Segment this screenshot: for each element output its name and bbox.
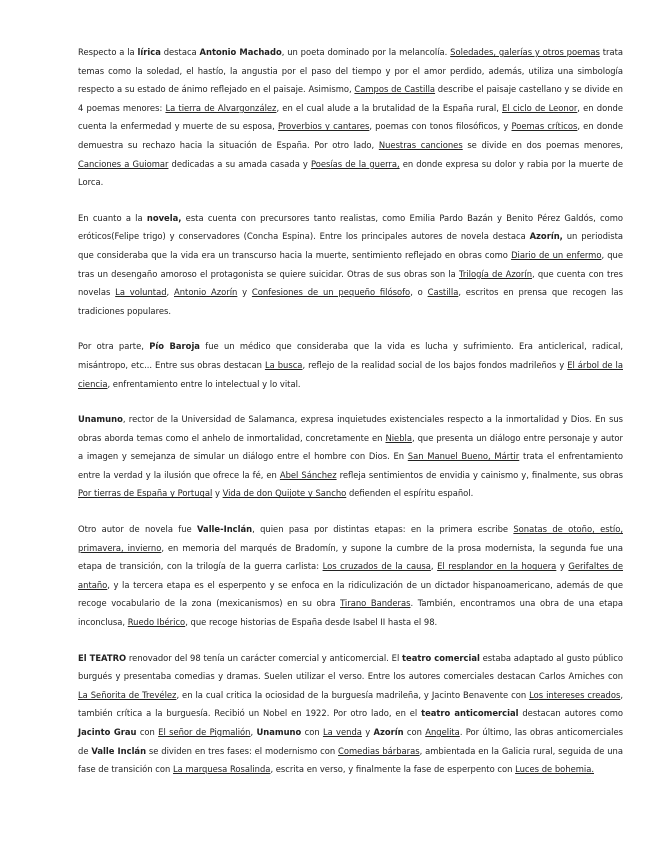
- text-run: dedicadas a su amada casada y: [168, 158, 311, 169]
- bold-term: Antonio Machado: [199, 47, 282, 57]
- text-run: , poemas con tonos filosóficos, y: [369, 121, 512, 132]
- work-title: Poesías de la guerra,: [310, 158, 400, 169]
- text-run: ,: [250, 727, 257, 737]
- work-title: Tirano Banderas: [340, 598, 411, 609]
- text-run: con: [301, 727, 323, 737]
- bold-term: Unamuno: [78, 414, 123, 425]
- text-run: , o: [410, 287, 428, 298]
- work-title: Ruedo Ibérico: [127, 617, 186, 628]
- bold-term: Valle-Inclán: [197, 524, 253, 535]
- text-run: , escrita en verso, y finalmente la fase de esperpento con: [270, 764, 516, 775]
- work-title: La venda: [322, 727, 362, 737]
- text-run: , escritos en prensa que recogen las tradiciones populares.: [78, 287, 623, 316]
- work-title: San Manuel Bueno, Mártir: [407, 451, 520, 462]
- text-run: , que tras un desengaño amoroso el protagonista se quiere suicidar. Otras de sus obras son la: [78, 249, 624, 279]
- work-title: Trilogía de Azorín: [458, 268, 532, 279]
- text-run: , en el cual alude a la brutalidad de la España rural,: [276, 102, 503, 113]
- paragraph-novela: [78, 209, 623, 321]
- work-title: Por tierras de España y Portugal: [78, 488, 213, 499]
- text-run: con: [403, 727, 426, 737]
- text-run: . Por último, las obras anticomerciales de: [78, 727, 623, 756]
- text-run: trata temas como la soledad, el hastío, la angustia por el paso del tiempo y por el amor perdido, además, utiliza una simbología respecto a su estado de ánimo reflejado en el paisaje. Asimismo,: [78, 47, 623, 95]
- text-run: , enfrentamiento entre lo intelectual y lo vital.: [107, 378, 301, 389]
- text-run: , quien pasa por distintas etapas: en la primera escribe: [252, 524, 514, 535]
- text-run: en donde expresa su dolor y rabia por la muerte de Lorca.: [78, 158, 623, 188]
- work-title: Angelita: [425, 727, 460, 737]
- work-title: Confesiones de un pequeño filósofo: [251, 287, 411, 298]
- bold-term: Jacinto Grau: [78, 727, 137, 737]
- work-title: Antonio Azorín: [174, 287, 238, 298]
- bold-term: Azorín,: [529, 231, 563, 242]
- text-run: En cuanto a la: [78, 212, 147, 223]
- text-run: Por otra parte,: [78, 341, 150, 352]
- work-title: Luces de bohemia.: [515, 764, 595, 775]
- bold-term: novela,: [146, 212, 182, 223]
- work-title: El ciclo de Leonor: [502, 102, 578, 113]
- text-run: , un poeta dominado por la melancolía.: [281, 47, 451, 57]
- work-title: El resplandor en la hoguera: [437, 561, 557, 572]
- text-run: , que cuenta con tres novelas: [78, 268, 623, 298]
- text-run: , ambientada en la Galicia rural, seguida de una fase de transición con: [78, 745, 623, 775]
- text-run: renovador del 98 tenía un carácter comercial y anticomercial. El: [126, 652, 403, 663]
- bold-term: El TEATRO: [78, 652, 127, 663]
- text-run: , también crítica a la burguesía. Recibió un Nobel en 1922. Por otro lado, en el: [78, 689, 623, 719]
- bold-term: lírica: [137, 47, 161, 57]
- text-run: , en donde demuestra su rechazo hacia la situación de España. Por otro lado,: [78, 121, 623, 150]
- work-title: El señor de Pigmalión: [158, 727, 251, 737]
- text-run: , en memoria del marqués de Bradomín, y supone la cumbre de la prosa modernista, la segunda fue una etapa de transición, con la trilogía de la guerra carlista:: [78, 542, 623, 572]
- work-title: Gerifaltes de antaño: [78, 561, 624, 590]
- paragraph-unamuno: [78, 410, 623, 503]
- work-title: Niebla: [385, 432, 412, 443]
- text-run: con: [136, 727, 159, 737]
- text-run: destaca: [160, 47, 200, 57]
- work-title: Abel Sánchez: [279, 469, 337, 480]
- text-run: Otro autor de novela fue: [78, 524, 198, 535]
- work-title: Campos de Castilla: [354, 84, 436, 95]
- text-run: y: [212, 488, 223, 499]
- text-run: trata el enfrentamiento entre la verdad y la ilusión que ofrece la fé, en: [78, 451, 624, 480]
- text-run: destacan autores como: [518, 708, 623, 719]
- work-title: La voluntad: [115, 287, 167, 298]
- work-title: Canciones a Guiomar: [78, 158, 169, 169]
- text-run: se dividen en tres fases: el modernismo con: [146, 745, 339, 756]
- paragraph-teatro: [78, 649, 623, 779]
- text-run: Respecto a la: [78, 47, 138, 57]
- work-title: Comedias bárbaras: [338, 745, 420, 756]
- bold-term: Pío Baroja: [149, 341, 200, 352]
- text-run: , que recoge historias de España desde Isabel II hasta el 98.: [185, 617, 438, 628]
- text-run: y: [237, 287, 252, 298]
- bold-term: Valle Inclán: [91, 745, 147, 756]
- text-run: , y la tercera etapa es el esperpento y se enfoca en la ridiculización de un dictador hispanoamericano, además de que recoge vocabulario de la zona (mexicanismos) en su obra: [78, 579, 623, 609]
- document-body: [78, 43, 623, 796]
- text-run: ,: [430, 561, 438, 572]
- paragraph-pio-baroja: [78, 337, 623, 393]
- text-run: refleja sentimientos de envidia y cainismo y, finalmente, sus obras: [336, 469, 623, 480]
- text-run: y: [361, 727, 374, 737]
- work-title: Diario de un enfermo: [511, 249, 602, 260]
- work-title: Poemas críticos: [511, 121, 578, 132]
- bold-term: teatro comercial: [402, 652, 480, 663]
- text-run: , que presenta un diálogo entre personaje y autor a imagen y semejanza de simular un diálogo entre el hombre con Dios. En: [78, 432, 623, 462]
- work-title: Nuestras canciones: [378, 139, 463, 150]
- work-title: La busca: [264, 359, 303, 370]
- text-run: esta cuenta con precursores tanto realistas, como Emilia Pardo Bazán y Benito Pérez Galdós, como eróticos(Felipe trigo) y conservadores (Concha Espina). Entre los principales autores de novela destaca: [78, 212, 623, 242]
- work-title: Soledades, galerías y otros poemas: [450, 47, 600, 57]
- text-run: , en la cual critica la ociosidad de la burguesía madrileña, y Jacinto Benavente con: [176, 689, 530, 700]
- work-title: Los cruzados de la causa: [322, 561, 431, 572]
- work-title: Vida de don Quijote y Sancho: [222, 488, 347, 499]
- work-title: Sonatas de otoño, estío, primavera, invierno: [78, 524, 623, 553]
- text-run: , reflejo de la realidad social de los bajos fondos madrileños y: [302, 359, 568, 370]
- work-title: La marquesa Rosalinda: [172, 764, 271, 775]
- text-run: defienden el espíritu español.: [346, 488, 474, 499]
- text-run: , rector de la Universidad de Salamanca, expresa inquietudes existenciales respecto a la inmortalidad y Dios. En sus obras aborda temas como el anhelo de inmortalidad, concretamente en: [78, 414, 623, 443]
- work-title: Castilla: [427, 287, 459, 298]
- work-title: Proverbios y cantares: [277, 121, 370, 132]
- paragraph-lirica: [78, 43, 623, 192]
- text-run: un periodista que consideraba que la vida era un transcurso hacia la muerte, sentimiento reflejado en obras como: [78, 231, 623, 260]
- text-run: y: [556, 561, 569, 572]
- work-title: La Señorita de Trevélez: [78, 689, 177, 700]
- work-title: La tierra de Alvargonzález: [165, 102, 277, 113]
- text-run: fue un médico que consideraba que la vida es lucha y sufrimiento. Era anticlerical, radical, misántropo, etc... Entre sus obras destacan: [78, 341, 623, 370]
- paragraph-valle-inclan: [78, 520, 623, 632]
- text-run: , en donde cuenta la enfermedad y muerte de su esposa,: [78, 102, 623, 132]
- bold-term: Unamuno: [256, 727, 302, 737]
- bold-term: Azorín: [373, 727, 404, 737]
- text-run: estaba adaptado al gusto público burgués y presentaba comedias y dramas. Suelen utilizar el verso. Entre los autores comerciales destacan Carlos Arniches con: [78, 652, 623, 682]
- work-title: El árbol de la ciencia: [78, 359, 623, 389]
- text-run: describe el paisaje castellano y se divide en 4 poemas menores:: [78, 84, 623, 113]
- text-run: . También, encontramos una obra de una etapa inconclusa,: [78, 598, 623, 628]
- work-title: Los intereses creados: [529, 689, 621, 700]
- bold-term: teatro anticomercial: [421, 708, 519, 719]
- text-run: ,: [166, 287, 174, 298]
- text-run: se divide en dos poemas menores,: [462, 139, 624, 150]
